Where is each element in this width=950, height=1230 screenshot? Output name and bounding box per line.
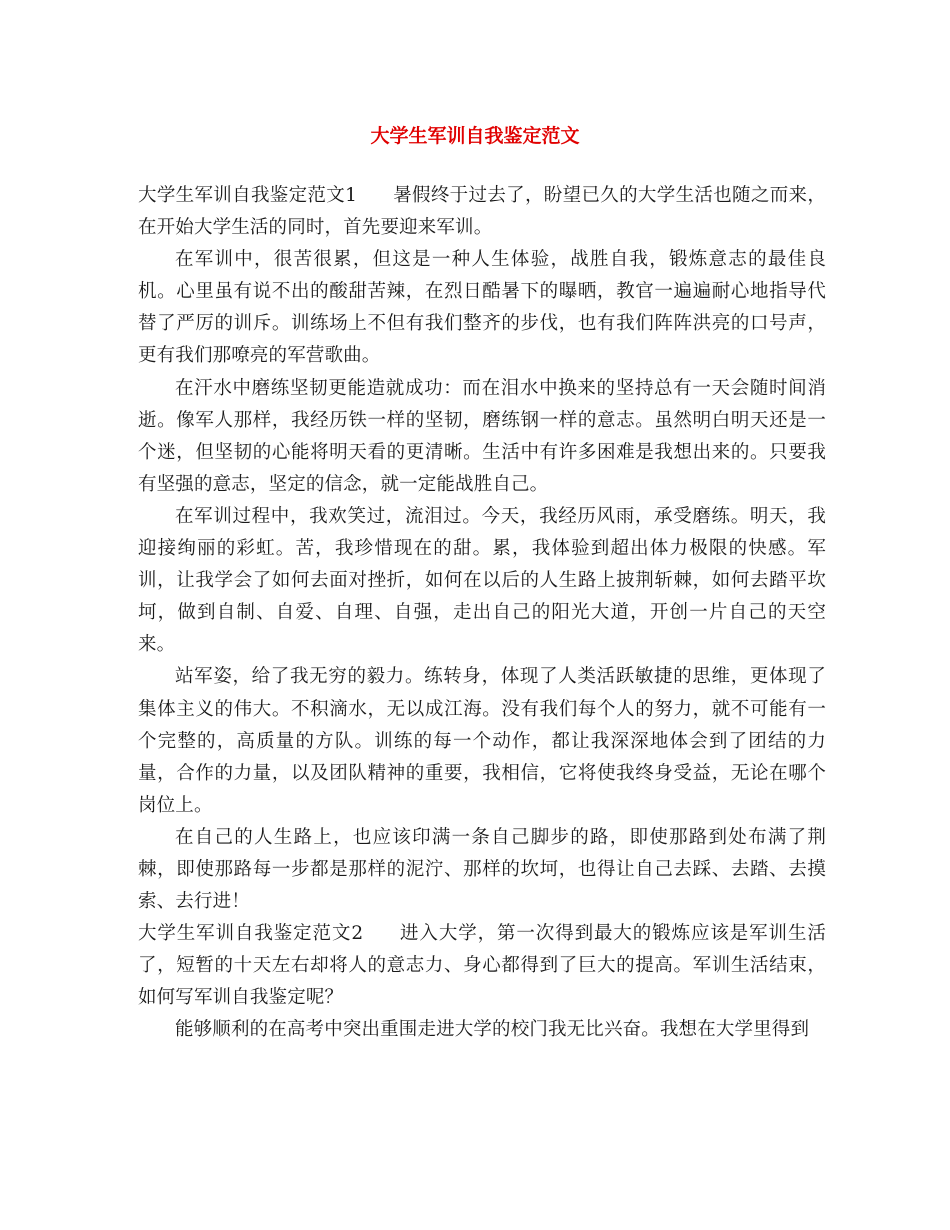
body-paragraph: 能够顺利的在高考中突出重围走进大学的校门我无比兴奋。我想在大学里得到 [175, 1019, 810, 1041]
body-paragraph: 在军训过程中，我欢笑过，流泪过。今天，我经历风雨，承受磨练。明天，我迎接绚丽的彩虹。苦，我珍惜现在的甜。累，我体验到超出体力极限的快感。军训，让我学会了如何去面对挫折，如何在以后的人生路上披荆斩棘，如何去踏平坎坷，做到自制、自爱、自理、自强，走出自己的阳光大道，开创一片自己的天空来。 [138, 505, 826, 656]
body-paragraph: 在军训中，很苦很累，但这是一种人生体验，战胜自我，锻炼意志的最佳良机。心里虽有说不出的酸甜苦辣，在烈日酷暑下的曝晒，教官一遍遍耐心地指导代替了严厉的训斥。训练场上不但有我们整齐的步伐，也有我们阵阵洪亮的口号声，更有我们那嘹亮的军营歌曲。 [138, 249, 826, 367]
lead-text: 暑假终于过去了，盼望已久的大学生活也随之而来，在开始大学生活的同时，首先要迎来军训。 [138, 185, 827, 239]
section-2-lead-paragraph [138, 918, 826, 1014]
body-paragraph: 在汗水中磨练坚韧更能造就成功：而在泪水中换来的坚持总有一天会随时间消逝。像军人那样，我经历铁一样的坚韧，磨练钢一样的意志。虽然明白明天还是一个迷，但坚韧的心能将明天看的更清晰。生活中有许多困难是我想出来的。只要我有坚强的意志，坚定的信念，就一定能战胜自己。 [138, 377, 826, 495]
lead-text: 进入大学，第一次得到最大的锻炼应该是军训生活了，短暂的十天左右却将人的意志力、身心都得到了巨大的提高。军训生活结束，如何写军训自我鉴定呢？ [138, 923, 826, 1009]
document-body [138, 180, 826, 1047]
body-paragraph: 在自己的人生路上，也应该印满一条自己脚步的路，即使那路到处布满了荆棘，即使那路每一步都是那样的泥泞、那样的坎坷，也得让自己去踩、去踏、去摸索、去行进！ [138, 826, 826, 913]
section-1-lead-paragraph [138, 180, 826, 244]
document-title: 大学生军训自我鉴定范文 [370, 125, 580, 147]
section-heading: 大学生军训自我鉴定范文1 [138, 185, 358, 206]
section-heading: 大学生军训自我鉴定范文2 [138, 923, 364, 945]
body-paragraph: 站军姿，给了我无穷的毅力。练转身，体现了人类活跃敏捷的思维，更体现了集体主义的伟大。不积滴水，无以成江海。没有我们每个人的努力，就不可能有一个完整的，高质量的方队。训练的每一个动作，都让我深深地体会到了团结的力量，合作的力量，以及团队精神的重要，我相信，它将使我终身受益，无论在哪个岗位上。 [138, 666, 826, 816]
